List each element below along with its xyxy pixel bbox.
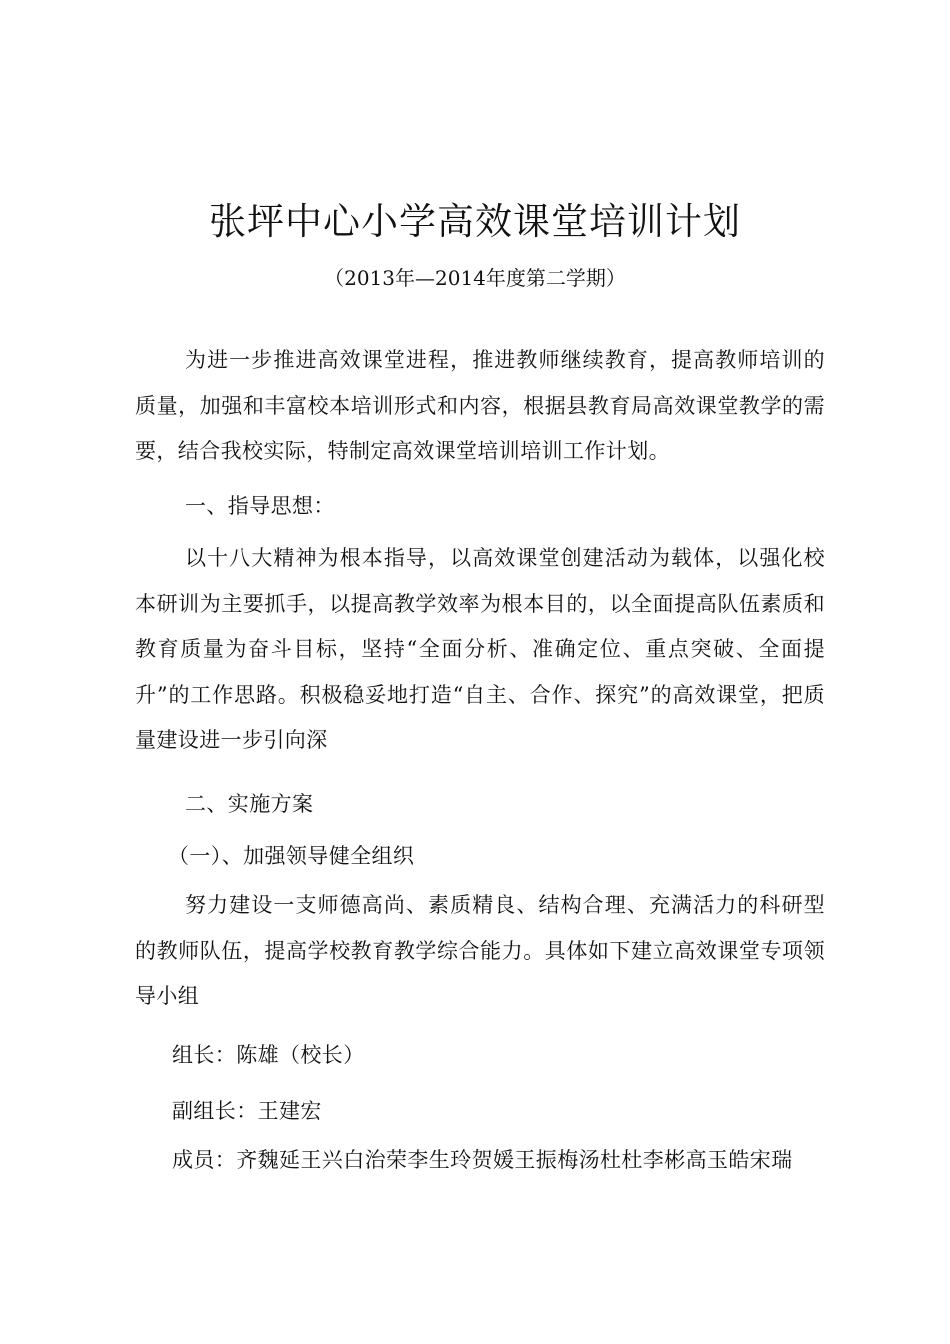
vice-leader-line: 副组长：王建宏 (172, 1099, 322, 1123)
section1-heading: 一、指导思想： (185, 494, 335, 518)
subsection1-paragraph: 努力建设一支师德高尚、素质精良、结构合理、充满活力的科研型的教师队伍，提高学校教育教学综合能力。具体如下建立高效课堂专项领导小组 (135, 893, 825, 1008)
members-line: 成员：齐魏延王兴白治荣李生玲贺媛王振梅汤杜杜李彬高玉皓宋瑞 (172, 1148, 793, 1172)
document-title: 张坪中心小学高效课堂培训计划 (209, 200, 741, 243)
document-subtitle: （2013年—2014年度第二学期） (324, 266, 626, 290)
section1-paragraph: 以十八大精神为根本指导，以高效课堂创建活动为载体，以强化校本研训为主要抓手，以提高教学效率为根本目的，以全面提高队伍素质和教育质量为奋斗目标，坚持“全面分析、准确定位、重点突破、全面提升”的工作思路。积极稳妥地打造“自主、合作、探究”的高效课堂，把质量建设进一步引向深 (135, 546, 825, 752)
subsection1-heading: （一）、加强领导健全组织 (168, 844, 415, 868)
section2-heading: 二、实施方案 (185, 792, 314, 816)
leader-line: 组长：陈雄（校长） (172, 1043, 365, 1067)
intro-paragraph: 为进一步推进高效课堂进程，推进教师继续教育，提高教师培训的质量，加强和丰富校本培训形式和内容，根据县教育局高效课堂教学的需要，结合我校实际，特制定高效课堂培训培训工作计划。 (135, 348, 825, 463)
